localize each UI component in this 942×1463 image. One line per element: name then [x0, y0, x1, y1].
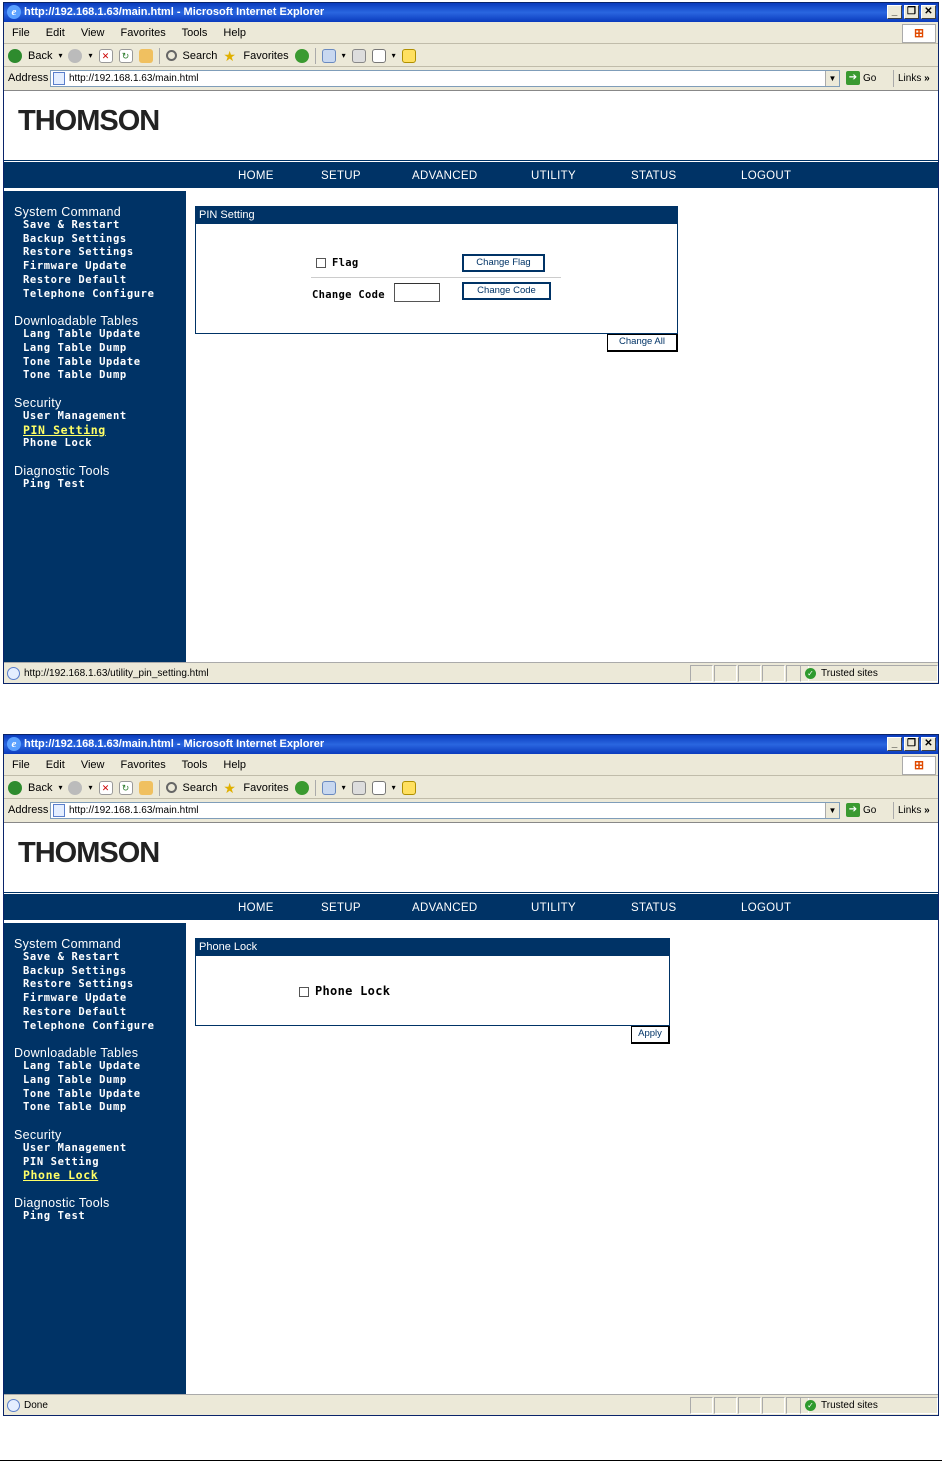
sidebar-item-firmware-update[interactable]: Firmware Update: [23, 260, 127, 273]
minimize-button[interactable]: _: [887, 737, 902, 751]
go-button[interactable]: [846, 70, 876, 87]
menu-tools[interactable]: Tools: [181, 27, 208, 39]
sidebar-group-diagnostic-tools: [14, 1196, 186, 1224]
windows-flag-icon: ⊞: [902, 756, 936, 775]
menu-view[interactable]: View: [80, 27, 105, 39]
address-dropdown-icon[interactable]: ▼: [825, 71, 839, 86]
nav-logout[interactable]: LOGOUT: [741, 170, 792, 182]
security-zone: [800, 1397, 938, 1414]
close-button[interactable]: ✕: [921, 5, 936, 19]
sidebar-item-lang-table-update[interactable]: Lang Table Update: [23, 1060, 141, 1073]
sidebar-item-tone-table-update[interactable]: Tone Table Update: [23, 355, 141, 368]
maximize-button[interactable]: ❐: [904, 5, 919, 19]
nav-status[interactable]: STATUS: [631, 902, 677, 914]
sidebar-item-ping-test[interactable]: Ping Test: [23, 478, 86, 491]
sidebar-item-phone-lock[interactable]: Phone Lock: [23, 437, 93, 450]
status-bar: [4, 662, 938, 683]
page-icon: [7, 667, 20, 680]
search-button[interactable]: Search: [182, 49, 218, 62]
edit-icon[interactable]: [372, 49, 386, 63]
mail-dropdown-icon[interactable]: ▾: [341, 50, 346, 60]
sidebar-group-system-command: [14, 205, 186, 301]
sidebar-item-phone-lock[interactable]: Phone Lock: [23, 1168, 99, 1183]
stop-icon[interactable]: ✕: [99, 49, 113, 63]
menu-help[interactable]: Help: [223, 27, 247, 39]
menu-view[interactable]: View: [80, 759, 105, 771]
address-label: Address: [8, 72, 49, 84]
messenger-icon[interactable]: [402, 781, 416, 795]
page-icon: [7, 1399, 20, 1412]
header-logo-area: [4, 91, 939, 161]
sidebar: [4, 923, 186, 1394]
menu-edit[interactable]: Edit: [45, 759, 65, 771]
go-button[interactable]: [846, 802, 876, 819]
menu-file[interactable]: File: [12, 759, 30, 771]
forward-arrow-icon[interactable]: [68, 49, 82, 63]
favorites-button[interactable]: Favorites: [243, 49, 289, 62]
change-flag-button[interactable]: Change Flag: [462, 254, 545, 272]
sidebar-item-restore-default[interactable]: Restore Default: [23, 1005, 127, 1018]
panel-title: Phone Lock: [196, 939, 669, 956]
forward-dropdown-icon[interactable]: ▾: [88, 782, 93, 792]
windows-flag-icon: ⊞: [902, 24, 936, 43]
sidebar-item-ping-test[interactable]: Ping Test: [23, 1210, 86, 1223]
sidebar-item-restore-settings[interactable]: Restore Settings: [23, 246, 134, 259]
refresh-icon[interactable]: ↻: [119, 781, 133, 795]
phone-lock-row: [299, 984, 390, 998]
refresh-icon[interactable]: ↻: [119, 49, 133, 63]
header-logo-area: [4, 823, 939, 893]
nav-advanced[interactable]: ADVANCED: [412, 170, 478, 182]
sidebar-item-save-restart[interactable]: Save & Restart: [23, 219, 120, 231]
media-icon[interactable]: [295, 781, 309, 795]
sidebar-group-title: System Command: [14, 205, 122, 219]
sidebar-item-lang-table-update[interactable]: Lang Table Update: [23, 328, 141, 341]
status-bar: [4, 1394, 938, 1415]
sidebar-item-pin-setting[interactable]: PIN Setting: [23, 1155, 100, 1168]
address-dropdown-icon[interactable]: ▼: [825, 803, 839, 818]
star-icon[interactable]: ★: [223, 47, 236, 64]
window-title: http://192.168.1.63/main.html - Microsoft Internet Explorer: [24, 738, 325, 750]
sidebar-group-title: Security: [14, 396, 62, 411]
window-title: http://192.168.1.63/main.html - Microsoft Internet Explorer: [24, 6, 325, 18]
nav-home[interactable]: HOME: [238, 170, 274, 182]
top-nav: [4, 162, 939, 190]
links-label: Links: [898, 805, 922, 816]
apply-button[interactable]: Apply: [631, 1026, 670, 1044]
menu-help[interactable]: Help: [223, 759, 247, 771]
search-icon[interactable]: [166, 50, 177, 61]
sidebar-group-title: System Command: [14, 937, 122, 951]
go-label: Go: [863, 73, 877, 84]
edit-dropdown-icon[interactable]: ▾: [391, 50, 396, 60]
change-code-button[interactable]: Change Code: [462, 282, 551, 300]
security-zone: [800, 665, 938, 682]
address-url: http://192.168.1.63/main.html: [69, 73, 199, 84]
nav-advanced[interactable]: ADVANCED: [412, 902, 478, 914]
sidebar-item-backup-settings[interactable]: Backup Settings: [23, 232, 127, 245]
links-label: Links: [898, 73, 922, 84]
thomson-logo: THOMSON: [18, 105, 160, 137]
sidebar-item-firmware-update[interactable]: Firmware Update: [23, 992, 127, 1005]
ie-logo-icon: e: [7, 5, 21, 19]
change-all-button[interactable]: Change All: [607, 334, 678, 352]
nav-logout[interactable]: LOGOUT: [741, 902, 792, 914]
page-content: [4, 90, 939, 661]
search-icon[interactable]: [166, 782, 177, 793]
sidebar-item-restore-settings[interactable]: Restore Settings: [23, 978, 134, 991]
sidebar-group-title: Downloadable Tables: [14, 1046, 139, 1061]
menu-bar: [4, 23, 938, 44]
sidebar-item-telephone-configure[interactable]: Telephone Configure: [23, 1019, 155, 1032]
menu-bar: [4, 755, 938, 776]
sidebar-item-tone-table-dump[interactable]: Tone Table Dump: [23, 369, 127, 382]
sidebar-group-security: [14, 396, 186, 451]
sidebar-item-pin-setting[interactable]: PIN Setting: [23, 422, 106, 437]
back-button[interactable]: Back: [28, 781, 53, 794]
sidebar-group-security: [14, 1128, 186, 1183]
top-nav: [4, 894, 939, 922]
main-area: [186, 191, 939, 662]
sidebar-item-tone-table-update[interactable]: Tone Table Update: [23, 1087, 141, 1100]
sidebar-item-telephone-configure[interactable]: Telephone Configure: [23, 287, 155, 300]
address-label: Address: [8, 804, 49, 816]
menu-edit[interactable]: Edit: [45, 27, 65, 39]
trusted-label: Trusted sites: [821, 1400, 878, 1411]
sidebar-item-backup-settings[interactable]: Backup Settings: [23, 964, 127, 977]
nav-home[interactable]: HOME: [238, 902, 274, 914]
change-code-input[interactable]: [394, 283, 440, 302]
title-bar: [4, 735, 938, 754]
flag-checkbox[interactable]: [316, 258, 326, 268]
search-button[interactable]: Search: [182, 781, 218, 794]
close-button[interactable]: ✕: [921, 737, 936, 751]
chevron-right-icon: »: [924, 805, 930, 816]
print-icon[interactable]: [352, 49, 366, 63]
browser-window-pin-setting: [3, 2, 939, 684]
menu-tools[interactable]: Tools: [181, 759, 208, 771]
favorites-button[interactable]: Favorites: [243, 781, 289, 794]
phone-lock-label: Phone Lock: [315, 984, 391, 998]
sidebar-item-save-restart[interactable]: Save & Restart: [23, 951, 120, 963]
trusted-label: Trusted sites: [821, 668, 878, 679]
sidebar-item-user-management[interactable]: User Management: [23, 1142, 127, 1155]
status-text: http://192.168.1.63/utility_pin_setting.html: [24, 668, 209, 679]
sidebar-group-title: Diagnostic Tools: [14, 464, 110, 479]
page-icon: [53, 804, 65, 817]
mail-icon[interactable]: [322, 781, 336, 795]
panel-title: PIN Setting: [196, 207, 677, 224]
standard-toolbar: [4, 45, 938, 67]
home-icon[interactable]: [139, 49, 153, 63]
nav-utility[interactable]: UTILITY: [531, 902, 576, 914]
back-dropdown-icon[interactable]: ▾: [58, 782, 63, 792]
page-divider: [0, 1460, 942, 1461]
pin-setting-panel: [195, 206, 678, 334]
chevron-right-icon: »: [924, 73, 930, 84]
mail-icon[interactable]: [322, 49, 336, 63]
forward-dropdown-icon[interactable]: ▾: [88, 50, 93, 60]
sidebar-group-title: Security: [14, 1128, 62, 1143]
ie-logo-icon: e: [7, 737, 21, 751]
page-content: [4, 822, 939, 1393]
go-arrow-icon: ➔: [846, 71, 860, 85]
back-arrow-icon[interactable]: [8, 49, 22, 63]
sidebar-group-title: Diagnostic Tools: [14, 1196, 110, 1211]
sidebar-item-lang-table-dump[interactable]: Lang Table Dump: [23, 341, 127, 354]
row-divider: [311, 277, 561, 278]
menu-favorites[interactable]: Favorites: [120, 759, 166, 771]
links-button[interactable]: [893, 70, 937, 87]
back-arrow-icon[interactable]: [8, 781, 22, 795]
sidebar-item-tone-table-dump[interactable]: Tone Table Dump: [23, 1101, 127, 1114]
print-icon[interactable]: [352, 781, 366, 795]
thomson-logo: THOMSON: [18, 837, 160, 869]
messenger-icon[interactable]: [402, 49, 416, 63]
sidebar-group-system-command: [14, 937, 186, 1033]
star-icon[interactable]: ★: [223, 779, 236, 796]
title-bar: [4, 3, 938, 22]
flag-label: Flag: [332, 257, 359, 269]
address-input[interactable]: [50, 802, 840, 819]
mail-dropdown-icon[interactable]: ▾: [341, 782, 346, 792]
address-bar: [4, 800, 938, 821]
back-dropdown-icon[interactable]: ▾: [58, 50, 63, 60]
nav-utility[interactable]: UTILITY: [531, 170, 576, 182]
sidebar-item-lang-table-dump[interactable]: Lang Table Dump: [23, 1073, 127, 1086]
address-url: http://192.168.1.63/main.html: [69, 805, 199, 816]
checkmark-icon: ✓: [805, 1400, 816, 1411]
links-button[interactable]: [893, 802, 937, 819]
edit-icon[interactable]: [372, 781, 386, 795]
change-code-label: Change Code: [312, 289, 385, 301]
media-icon[interactable]: [295, 49, 309, 63]
address-bar: [4, 68, 938, 89]
menu-file[interactable]: File: [12, 27, 30, 39]
back-button[interactable]: Back: [28, 49, 53, 62]
nav-status[interactable]: STATUS: [631, 170, 677, 182]
checkmark-icon: ✓: [805, 668, 816, 679]
sidebar-group-title: Downloadable Tables: [14, 314, 139, 329]
go-label: Go: [863, 805, 877, 816]
sidebar-group-downloadable-tables: [14, 314, 186, 383]
nav-setup[interactable]: SETUP: [321, 170, 361, 182]
address-input[interactable]: [50, 70, 840, 87]
sidebar-group-downloadable-tables: [14, 1046, 186, 1115]
sidebar-item-user-management[interactable]: User Management: [23, 410, 127, 423]
minimize-button[interactable]: _: [887, 5, 902, 19]
standard-toolbar: [4, 777, 938, 799]
menu-favorites[interactable]: Favorites: [120, 27, 166, 39]
browser-window-phone-lock: [3, 734, 939, 1416]
main-area: [186, 923, 939, 1394]
go-arrow-icon: ➔: [846, 803, 860, 817]
phone-lock-checkbox[interactable]: [299, 987, 309, 997]
nav-setup[interactable]: SETUP: [321, 902, 361, 914]
sidebar-group-diagnostic-tools: [14, 464, 186, 492]
flag-row: [316, 257, 359, 269]
maximize-button[interactable]: ❐: [904, 737, 919, 751]
forward-arrow-icon[interactable]: [68, 781, 82, 795]
sidebar: [4, 191, 186, 662]
status-text: Done: [24, 1400, 48, 1411]
edit-dropdown-icon[interactable]: ▾: [391, 782, 396, 792]
page-icon: [53, 72, 65, 85]
home-icon[interactable]: [139, 781, 153, 795]
stop-icon[interactable]: ✕: [99, 781, 113, 795]
sidebar-item-restore-default[interactable]: Restore Default: [23, 273, 127, 286]
phone-lock-panel: [195, 938, 670, 1026]
